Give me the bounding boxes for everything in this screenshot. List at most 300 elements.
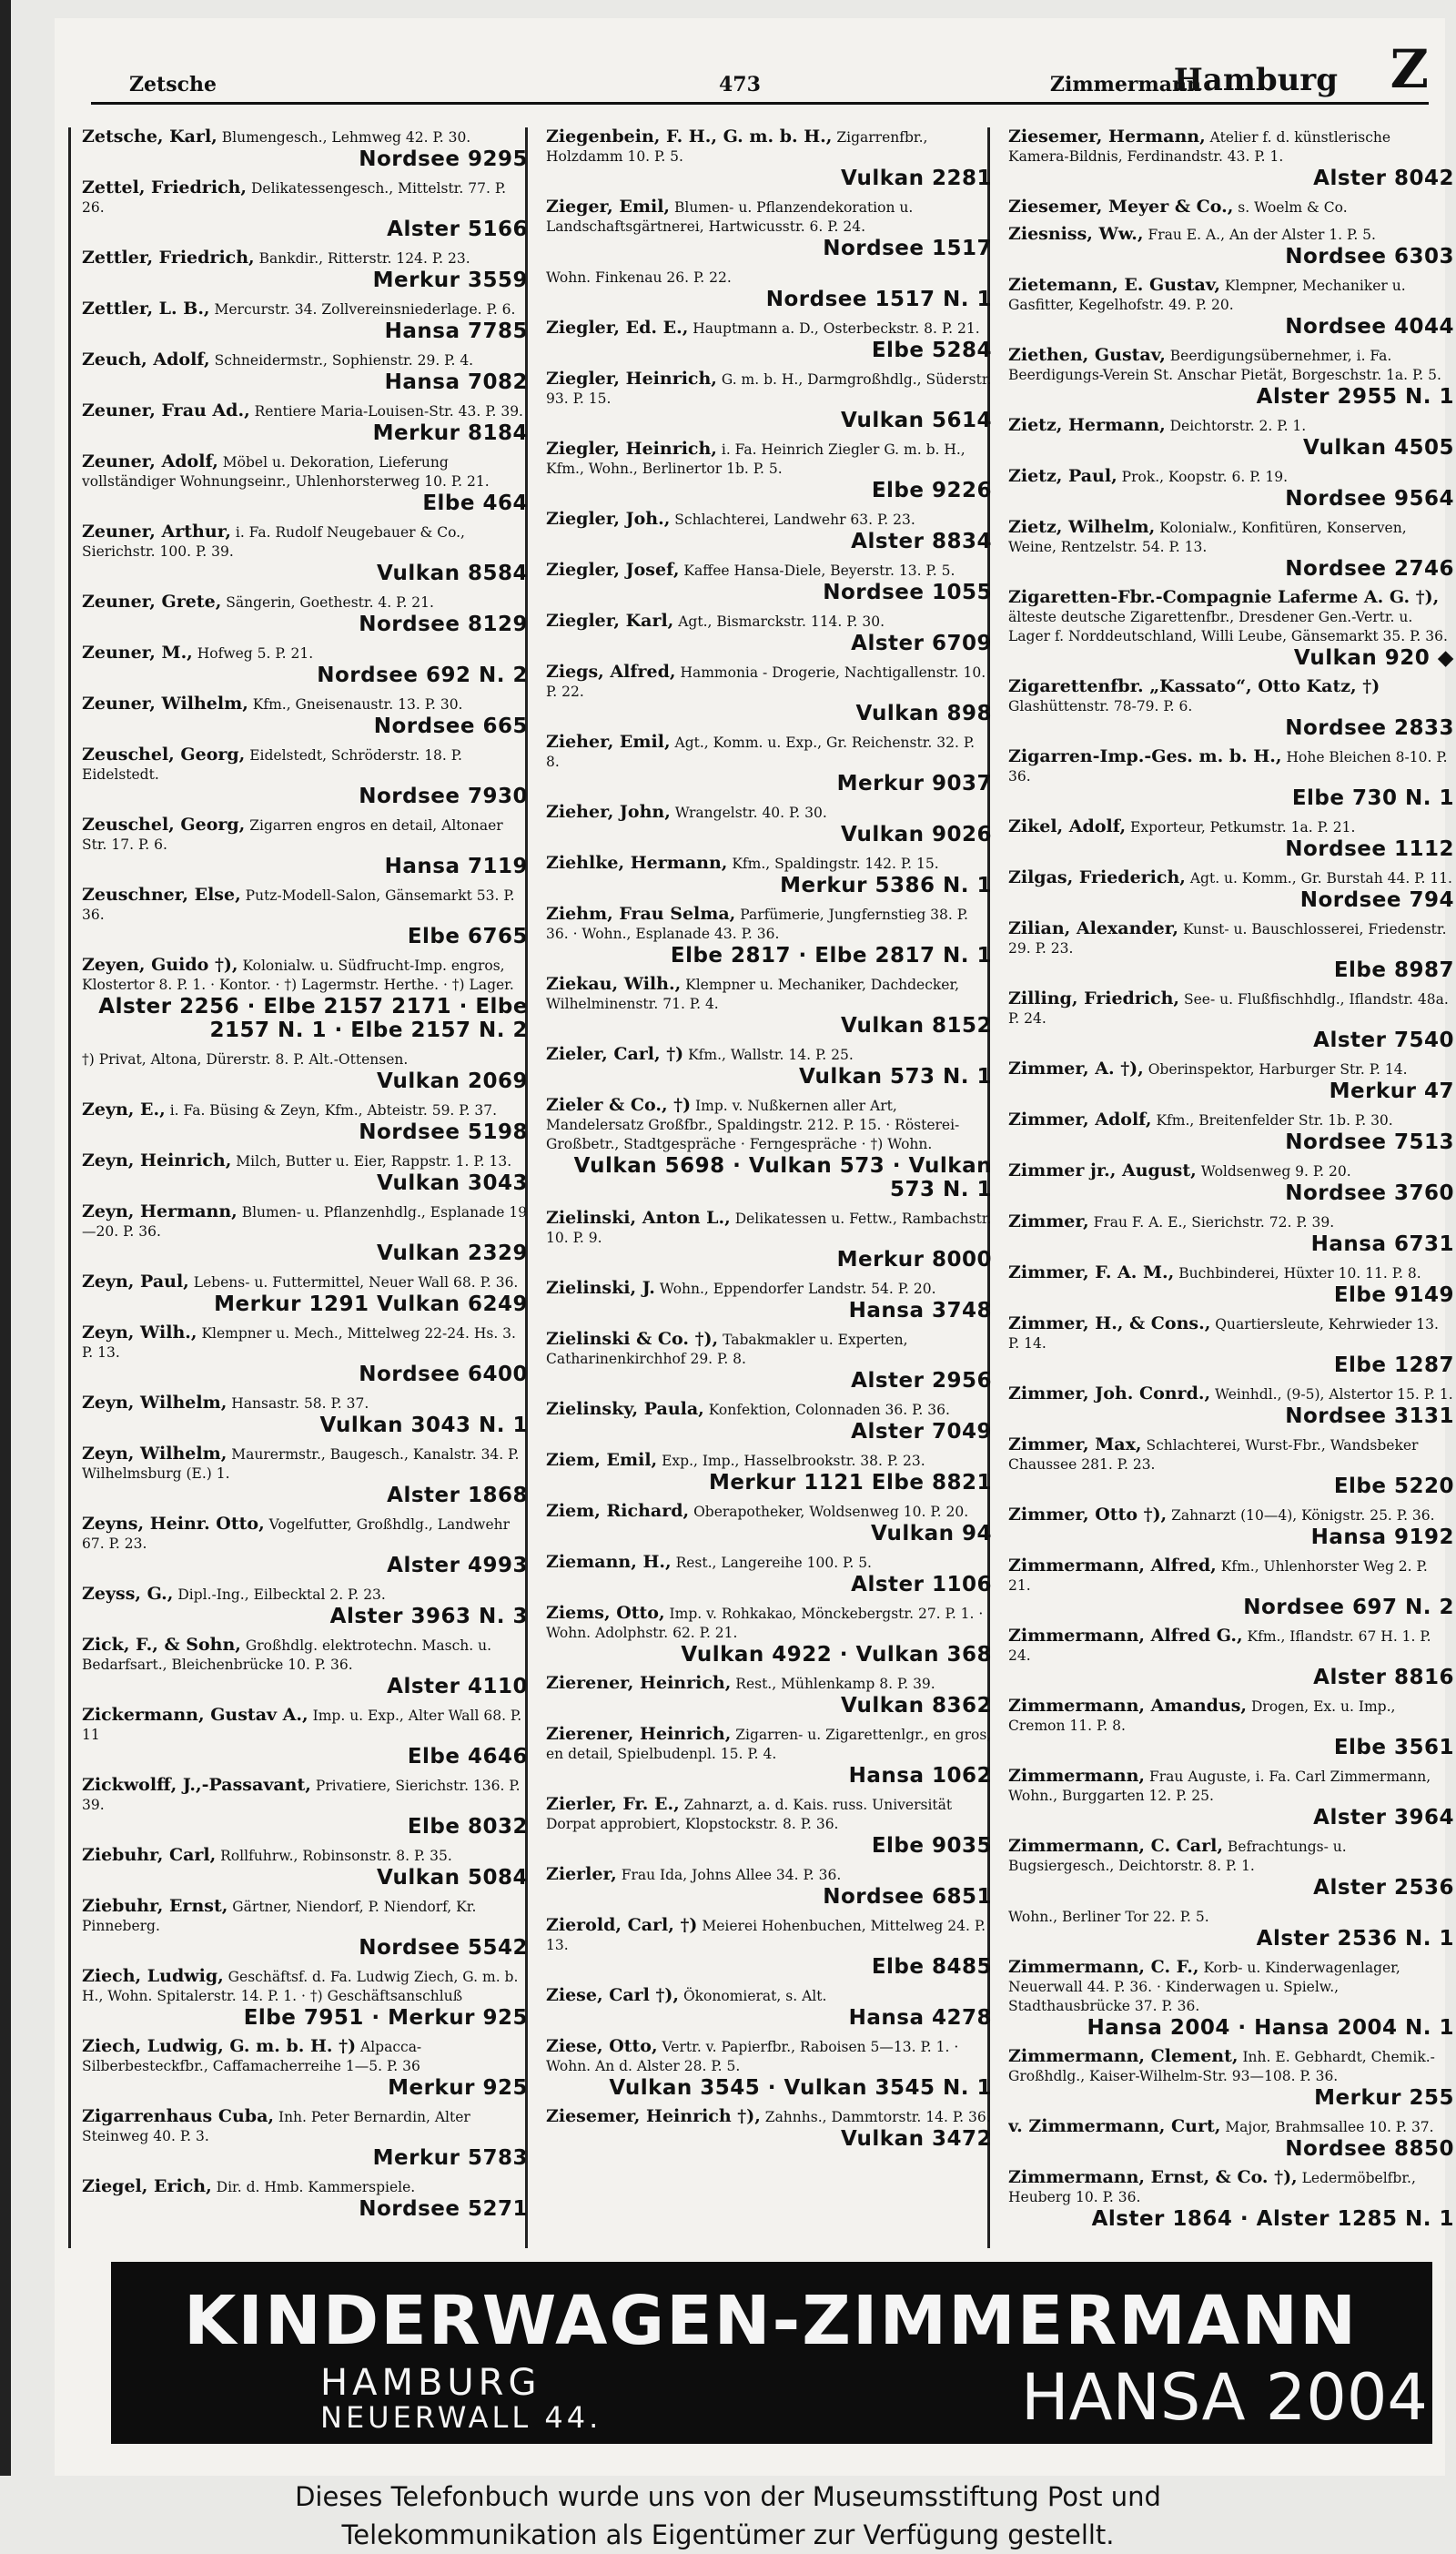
entry-name: Zeuner, Frau Ad., [82,400,250,421]
entry-phone-number: Nordsee 6400 [359,1363,528,1386]
directory-entry [1008,1627,1454,1689]
entry-name: Zettel, Friedrich, [82,177,248,198]
entry-name: Zigarren-Imp.-Ges. m. b. H., [1008,746,1282,766]
entry-phone-number: Vulkan 8584 [377,562,528,585]
entry-name: Zeuner, Adolf, [82,451,218,471]
entry-phone-number: Nordsee 665 [373,715,528,738]
entry-name: Zimmer, Max, [1008,1434,1142,1454]
entry-name: Zimmer, H., & Cons., [1008,1313,1211,1333]
entry-detail: Hammonia - Drogerie, Nachtigallenstr. 10. P. 22. [546,664,986,700]
archive-footer [0,2478,1456,2554]
directory-entry [82,886,528,948]
entry-phone-number: Alster 2955 N. 1 [1256,385,1454,409]
entry-phone-number: Elbe 5284 [871,339,992,362]
footer-line-1: Dieses Telefonbuch wurde uns von der Museumsstiftung Post und [295,2481,1161,2512]
entry-detail: Korb- u. Kinderwagenlager, Neuerwall 44. P. 36. · Kinderwagen u. Spielw., Stadthausbrücke 37. P. 36. [1008,1960,1400,2014]
directory-entry [82,745,528,808]
directory-entry [82,350,528,394]
entry-name: Zieler, Carl, †) [546,1044,684,1064]
entry-name: Zeuschel, Georg, [82,745,246,765]
entry-phone-number: Hansa 7785 [384,319,528,343]
entry-name: Ziesniss, Ww., [1008,224,1144,244]
entry-phone-number: Elbe 8987 [1333,958,1454,982]
entry-detail: Rest., Mühlenkamp 8. P. 39. [735,1676,935,1692]
column-3 [1008,127,1454,2248]
page-header [91,38,1429,105]
entry-name: Ziegler, Josef, [546,560,680,580]
directory-entry [82,593,528,636]
entry-phone-number: Alster 3964 [1313,1806,1454,1829]
entry-phone-number: Alster 7049 [851,1420,992,1444]
entry-phone-number: Nordsee 8850 [1285,2137,1454,2161]
footer-line-2: Telekommunikation als Eigentümer zur Verfügung gestellt. [341,2519,1115,2550]
entry-detail: Putz-Modell-Salon, Gänsemarkt 53. P. 36. [82,887,515,923]
entry-name: v. Zimmermann, Curt, [1008,2116,1221,2136]
entry-detail: Kolonialw., Konfitüren, Konserven, Weine, Rentzelstr. 54. P. 13. [1008,520,1407,555]
entry-name: Ziese, Carl †), [546,1985,680,2005]
entry-name: Zierold, Carl, †) [546,1915,698,1935]
entry-detail: Delikatessengesch., Mittelstr. 77. P. 26. [82,180,507,216]
directory-entry [546,2107,992,2151]
entry-detail: Kfm., Breitenfelder Str. 1b. P. 30. [1156,1112,1393,1129]
entry-name: Zeuner, Wilhelm, [82,694,248,714]
directory-entry [546,268,992,311]
directory-entry [546,1279,992,1323]
entry-name: Zeyn, E., [82,1100,166,1120]
directory-entry [82,1323,528,1386]
entry-name: Ziegenbein, F. H., G. m. b. H., [546,127,833,147]
directory-entry [1008,2047,1454,2110]
entry-name: Zietz, Wilhelm, [1008,517,1156,537]
directory-entry [1008,2168,1454,2231]
entry-name: Zeuschner, Else, [82,885,241,905]
directory-entry [82,1967,528,2030]
entry-detail: Sängerin, Goethestr. 4. P. 21. [226,594,434,611]
entry-phone-number: Elbe 6765 [407,925,528,948]
directory-entry [1008,1907,1454,1951]
entry-detail: Buchbinderei, Hüxter 10. 11. P. 8. [1178,1265,1421,1282]
entry-phone-number: Alster 2536 N. 1 [1256,1927,1454,1951]
entry-detail: Schlachterei, Landwehr 63. P. 23. [674,512,915,528]
entry-name: Zeuner, Grete, [82,592,222,612]
entry-phone-number: Merkur 255 [1314,2086,1454,2110]
entry-phone-number: Elbe 5220 [1333,1475,1454,1498]
entry-detail: s. Woelm & Co. [1238,199,1348,216]
directory-entry [546,1330,992,1393]
entry-detail: Wohn., Berliner Tor 22. P. 5. [1008,1909,1209,1925]
entry-phone-number: Vulkan 8152 [841,1014,992,1038]
directory-entry [546,1045,992,1089]
entry-name: Zimmermann, Amandus, [1008,1696,1248,1716]
entry-name: Zeyen, Guido †), [82,955,238,975]
directory-entry [546,1725,992,1788]
directory-entry [1008,1059,1454,1103]
entry-phone-number: Merkur 1121 Elbe 8821 [708,1471,992,1495]
entry-phone-number: Alster 2536 [1313,1876,1454,1900]
entry-phone-number: Vulkan 3043 [377,1171,528,1195]
entry-detail: Klempner u. Mech., Mittelweg 22-24. Hs. 3. P. 13. [82,1325,516,1361]
entry-name: Zeyn, Paul, [82,1272,189,1292]
entry-detail: Frau Ida, Johns Allee 34. P. 36. [621,1867,842,1883]
entry-name: Zigarettenfbr. „Kassato“, Otto Katz, †) [1008,676,1380,696]
entry-detail: Kfm., Gneisenaustr. 13. P. 30. [252,696,463,713]
entry-name: Ziehm, Frau Selma, [546,904,736,924]
directory-entry [546,1986,992,2030]
entry-name: Zielinsky, Paula, [546,1399,704,1419]
entry-detail: Milch, Butter u. Eier, Rappstr. 1. P. 13. [236,1153,512,1170]
entry-detail: Zahnarzt, a. d. Kais. russ. Universität Dorpat approbiert, Klopstockstr. 8. P. 36. [546,1797,953,1832]
entry-name: Zimmermann, Alfred G., [1008,1626,1243,1646]
directory-entry [546,370,992,432]
entry-phone-number: Vulkan 2281 [841,167,992,190]
entry-phone-number: Vulkan 4505 [1303,436,1454,460]
entry-name: Ziese, Otto, [546,2036,658,2056]
entry-phone-number: Merkur 47 [1329,1079,1454,1103]
entry-name: Zickermann, Gustav A., [82,1705,308,1725]
entry-detail: Vogelfutter, Großhdlg., Landwehr 67. P. 23. [82,1516,511,1552]
entry-phone-number: Nordsee 3131 [1285,1404,1454,1428]
entry-detail: Kaffee Hansa-Diele, Beyerstr. 13. P. 5. [683,562,956,579]
entry-detail: Prok., Koopstr. 6. P. 19. [1121,469,1289,485]
entry-phone-number: Elbe 1287 [1333,1353,1454,1377]
entry-phone-number: Nordsee 1055 [823,581,992,604]
page-number: 473 [719,73,761,96]
entry-phone-number: Vulkan 898 [855,702,992,725]
entry-name: Ziethen, Gustav, [1008,345,1166,365]
directory-entry [82,1272,528,1316]
column-rule [68,127,71,2248]
entry-name: Ziekau, Wilh., [546,974,682,994]
directory-entry [1008,1958,1454,2040]
entry-name: Zielinski & Co. †), [546,1329,719,1349]
entry-detail: Delikatessen u. Fettw., Rambachstr. 10. P. 9. [546,1211,992,1246]
entry-detail: G. m. b. H., Darmgroßhdlg., Süderstr. 93. P. 15. [546,371,992,407]
directory-entry [1008,1212,1454,1256]
directory-entry [1008,747,1454,810]
entry-phone-number: Elbe 4646 [407,1745,528,1769]
directory-entry [1008,1837,1454,1900]
entry-name: Ziech, Ludwig, G. m. b. H. †) [82,2036,357,2056]
entry-phone-number: Vulkan 3043 N. 1 [319,1414,528,1437]
entry-phone-number: Nordsee 2833 [1285,716,1454,740]
directory-entry [82,178,528,241]
entry-detail: Blumengesch., Lehmweg 42. P. 30. [221,129,471,146]
entry-phone-number: Merkur 925 [388,2076,528,2100]
entry-detail: Eidelstedt, Schröderstr. 18. P. Eidelstedt. [82,747,462,783]
entry-name: Zimmer, Adolf, [1008,1110,1152,1130]
entry-detail: Imp. u. Exp., Alter Wall 68. P. 11 [82,1708,522,1743]
directory-entry [82,1049,528,1093]
entry-name: Zimmer jr., August, [1008,1160,1197,1181]
entry-name: Ziesemer, Heinrich †), [546,2106,761,2126]
entry-name: Zimmermann, Alfred, [1008,1556,1217,1576]
directory-entry [82,2037,528,2100]
entry-phone-number: Nordsee 697 N. 2 [1243,1596,1454,1619]
entry-name: Zeyns, Heinr. Otto, [82,1514,265,1534]
directory-entry [82,1776,528,1839]
directory-entry [1008,1556,1454,1619]
entry-name: Ziegler, Karl, [546,611,674,631]
entry-phone-number: Elbe 464 [422,492,528,515]
entry-detail: Konfektion, Colonnaden 36. P. 36. [708,1402,950,1418]
entry-detail: Imp. v. Rohkakao, Mönckebergstr. 27. P. 1. · Wohn. Adolphstr. 62. P. 21. [546,1606,984,1641]
page-binding-edge [0,0,11,2476]
directory-entry [546,803,992,846]
directory-entry [82,1706,528,1769]
entry-name: Zieher, John, [546,802,671,822]
entry-phone-number: Merkur 5783 [372,2146,528,2170]
directory-entry [1008,467,1454,511]
directory-entry [1008,989,1454,1052]
entry-name: Zeuch, Adolf, [82,350,210,370]
directory-entry [546,975,992,1038]
directory-entry [1008,1384,1454,1428]
entry-phone-number: Hansa 1062 [848,1764,992,1788]
entry-phone-number: Hansa 7119 [384,855,528,878]
entry-phone-number: Elbe 3561 [1333,1736,1454,1759]
directory-entry [546,905,992,968]
entry-phone-number: Alster 1868 [387,1484,528,1507]
entry-name: Zieher, Emil, [546,732,671,752]
directory-entry [82,299,528,343]
entry-detail: Privatiere, Sierichstr. 136. P. 39. [82,1778,521,1813]
entry-phone-number: Nordsee 1517 N. 1 [765,288,992,311]
directory-entry [82,248,528,292]
directory-entry [546,854,992,897]
entry-name: Zietemann, E. Gustav, [1008,275,1220,295]
entry-name: Zimmermann, Clement, [1008,2046,1239,2066]
directory-entry [546,440,992,502]
entry-phone-number: Hansa 9192 [1310,1525,1454,1549]
entry-phone-number: Elbe 8032 [407,1815,528,1839]
entry-detail: Kfm., Wallstr. 14. P. 25. [688,1047,854,1063]
directory-entry [1008,1697,1454,1759]
header-last-entry: Zimmermann [1049,73,1201,96]
entry-phone-number: Nordsee 9564 [1285,487,1454,511]
entry-phone-number: Alster 2956 [851,1369,992,1393]
directory-entry [546,1604,992,1667]
entry-name: Zierler, [546,1864,617,1884]
directory-entry [1008,1263,1454,1307]
entry-name: Zeyn, Wilhelm, [82,1444,228,1464]
entry-name: Ziesemer, Hermann, [1008,127,1206,147]
column-2 [546,127,992,2248]
entry-detail: i. Fa. Büsing & Zeyn, Kfm., Abteistr. 59. P. 37. [169,1102,498,1119]
entry-phone-number: Vulkan 94 [871,1522,992,1546]
entry-phone-number: Vulkan 5084 [377,1866,528,1890]
entry-name: Ziegel, Erich, [82,2176,212,2196]
entry-detail: Weinhdl., (9-5), Alstertor 15. P. 1. [1215,1386,1453,1403]
directory-entry [82,522,528,585]
entry-detail: Rentiere Maria-Louisen-Str. 43. P. 39. [254,403,523,420]
entry-detail: Atelier f. d. künstlerische Kamera-Bildnis, Ferdinandstr. 43. P. 1. [1008,129,1391,165]
entry-detail: Glashüttenstr. 78-79. P. 6. [1008,698,1193,715]
entry-detail: Blumen- u. Pflanzenhdlg., Esplanade 19—20. P. 36. [82,1204,528,1240]
entry-phone-number: Nordsee 6303 [1285,245,1454,269]
entry-detail: Kolonialw. u. Südfrucht-Imp. engros, Klostertor 8. P. 1. · Kontor. · †) Lagermstr. Herthe. · †) Lager. [82,958,514,993]
directory-entry [1008,416,1454,460]
entry-name: Zeuschel, Georg, [82,815,246,835]
entry-detail: Wohn. Finkenau 26. P. 22. [546,269,732,286]
entry-phone-number: Elbe 2817 · Elbe 2817 N. 1 [670,944,992,968]
directory-entry [1008,518,1454,581]
entry-name: Zilgas, Friederich, [1008,867,1186,887]
entry-detail: Wohn., Eppendorfer Landstr. 54. P. 20. [659,1281,936,1297]
header-city: Hamburg [1173,62,1338,98]
directory-entry [546,510,992,553]
entry-phone-number: Vulkan 2069 [377,1069,528,1093]
directory-entry [546,1865,992,1909]
entry-phone-number: Elbe 9149 [1333,1283,1454,1307]
directory-entry [1008,588,1454,670]
entry-phone-number: Nordsee 1112 [1285,837,1454,861]
directory-entry [1008,225,1454,269]
advertisement-banner [111,2262,1432,2444]
banner-phone: HANSA 2004 [1021,2360,1428,2435]
entry-name: Zetsche, Karl, [82,127,217,147]
entry-name: Zeyn, Hermann, [82,1201,238,1221]
entry-phone-number: Nordsee 6851 [823,1885,992,1909]
entry-detail: Kunst- u. Bauschlosserei, Friedenstr. 29. P. 23. [1008,921,1447,957]
entry-name: Zick, F., & Sohn, [82,1635,241,1655]
entry-name: Zettler, L. B., [82,299,210,319]
entry-name: Zieler & Co., †) [546,1095,692,1115]
entry-detail: Mercurstr. 34. Zollvereinsniederlage. P. 6. [214,301,516,318]
entry-phone-number: Alster 8834 [851,530,992,553]
entry-detail: Hofweg 5. P. 21. [197,645,314,662]
directory-entry [1008,1505,1454,1549]
directory-entry [82,2107,528,2170]
entry-name: Zimmermann, C. Carl, [1008,1836,1223,1856]
entry-phone-number: Elbe 9226 [871,479,992,502]
entry-detail: Hohe Bleichen 8-10. P. 36. [1008,749,1448,785]
entry-detail: Zahnarzt (10—4), Königstr. 25. P. 36. [1171,1507,1435,1524]
directory-entry [1008,276,1454,339]
entry-name: Ziegler, Heinrich, [546,369,717,389]
entry-detail: Zigarren- u. Zigarettenlgr., en gros, en detail, Spielbudenpl. 15. P. 4. [546,1727,992,1762]
entry-phone-number: Vulkan 4922 · Vulkan 368 [681,1643,992,1667]
entry-detail: Wrangelstr. 40. P. 30. [674,805,827,821]
entry-phone-number: Merkur 8000 [836,1248,992,1272]
directory-entry [82,2177,528,2221]
banner-title: KINDERWAGEN-ZIMMERMANN [184,2282,1359,2360]
entry-name: Ziem, Richard, [546,1501,690,1521]
directory-entry [1008,198,1454,218]
entry-name: Ziech, Ludwig, [82,1966,224,1986]
directory-entry [82,1585,528,1628]
entry-detail: Gärtner, Niendorf, P. Niendorf, Kr. Pinneberg. [82,1899,477,1934]
directory-entry [1008,677,1454,740]
entry-detail: Quartiersleute, Kehrwieder 13. P. 14. [1008,1316,1439,1352]
entry-name: Zeyn, Wilh., [82,1323,197,1343]
entry-detail: Exp., Imp., Hasselbrookstr. 38. P. 23. [662,1453,925,1469]
entry-detail: Möbel u. Dekoration, Lieferung vollständiger Wohnungseinr., Uhlenhorsterweg 10. P. 21. [82,454,490,490]
directory-entry [82,1636,528,1698]
entry-detail: Frau Auguste, i. Fa. Carl Zimmermann, Wohn., Burggarten 12. P. 25. [1008,1769,1431,1804]
entry-phone-number: Vulkan 5614 [841,409,992,432]
directory-entry [1008,868,1454,912]
entry-phone-number: Alster 2256 · Elbe 2157 2171 · Elbe 2157 N. 1 · Elbe 2157 N. 2 [98,995,528,1042]
entry-phone-number: Vulkan 3545 · Vulkan 3545 N. 1 [609,2076,992,2100]
entry-detail: Agt. u. Komm., Gr. Burstah 44. P. 11. [1189,870,1452,887]
entry-detail: See- u. Flußfischhdlg., Iflandstr. 48a. P. 24. [1008,991,1449,1027]
directory-entry [546,1674,992,1718]
directory-entry [546,2037,992,2100]
entry-name: Zielinski, J. [546,1278,655,1298]
entry-detail: Major, Brahmsallee 10. P. 37. [1225,2119,1434,2135]
entry-detail: Lebens- u. Futtermittel, Neuer Wall 68. P. 36. [193,1274,519,1291]
entry-phone-number: Elbe 9035 [871,1834,992,1858]
directory-entry [546,1096,992,1201]
entry-name: Zietz, Paul, [1008,466,1117,486]
entry-detail: i. Fa. Heinrich Ziegler G. m. b. H., Kfm., Wohn., Berlinertor 1b. P. 5. [546,441,966,477]
entry-name: Zeyn, Heinrich, [82,1150,232,1171]
entry-detail: Beerdigungsübernehmer, i. Fa. Beerdigungs-Verein St. Anschar Pietät, Borgeschstr. 1a. P. 5. [1008,348,1441,383]
entry-phone-number: Elbe 730 N. 1 [1291,786,1454,810]
entry-phone-number: Vulkan 5698 · Vulkan 573 · Vulkan 573 N. 1 [573,1154,992,1201]
directory-entry [82,1444,528,1507]
entry-name: Zietz, Hermann, [1008,415,1166,435]
entry-name: Zierener, Heinrich, [546,1673,732,1693]
entry-phone-number: Nordsee 3760 [1285,1181,1454,1205]
entry-detail: Kfm., Uhlenhorster Weg 2. P. 21. [1008,1558,1428,1594]
entry-detail: Zigarrenfbr., Holzdamm 10. P. 5. [546,129,928,165]
entry-detail: Drogen, Ex. u. Imp., Cremon 11. P. 8. [1008,1698,1396,1734]
entry-phone-number: Nordsee 794 [1299,888,1454,912]
directory-entry [82,452,528,515]
directory-entry [1008,346,1454,409]
entry-name: Zikel, Adolf, [1008,816,1127,836]
entry-detail: Befrachtungs- u. Bugsiergesch., Deichtorstr. 8. P. 1. [1008,1839,1347,1874]
entry-detail: Inh. Peter Bernardin, Alter Steinweg 40. P. 3. [82,2109,470,2144]
entry-name: Zigaretten-Fbr.-Compagnie Laferme A. G. †), [1008,587,1440,607]
entry-name: Zimmer, Joh. Conrd., [1008,1383,1211,1404]
entry-phone-number: Nordsee 5271 [359,2197,528,2221]
entry-name: Zigarrenhaus Cuba, [82,2106,275,2126]
entry-detail: Agt., Komm. u. Exp., Gr. Reichenstr. 32. P. 8. [546,735,976,770]
entry-detail: Inh. E. Gebhardt, Chemik.-Großhdlg., Kaiser-Wilhelm-Str. 93—108. P. 36. [1008,2049,1435,2084]
entry-detail: älteste deutsche Zigarettenfbr., Dresdener Gen.-Vertr. u. Lager f. Norddeutschland, Willi Leube, Gänsemarkt 35. P. 36. [1008,609,1448,644]
entry-name: Zimmer, Otto †), [1008,1505,1168,1525]
entry-detail: Tabakmakler u. Experten, Catharinenkirchhof 29. P. 8. [546,1332,908,1367]
directory-entry [1008,1767,1454,1829]
entry-detail: Ledermöbelfbr., Heuberg 10. P. 36. [1008,2170,1416,2205]
directory-entry [82,1100,528,1144]
entry-phone-number: Nordsee 7513 [1285,1130,1454,1154]
entry-phone-number: Elbe 8485 [871,1955,992,1979]
entry-detail: Rollfuhrw., Robinsonstr. 8. P. 35. [220,1848,452,1864]
entry-phone-number: Vulkan 920 ◆ [1293,646,1454,670]
entry-name: Zimmer, F. A. M., [1008,1262,1175,1282]
entry-detail: Hauptmann a. D., Osterbeckstr. 8. P. 21. [693,320,980,337]
entry-name: Zimmer, [1008,1211,1089,1231]
directory-entry [546,1795,992,1858]
directory-entry [82,694,528,738]
directory-entry [1008,1435,1454,1498]
directory-entry [82,816,528,878]
directory-entry [546,612,992,655]
entry-detail: Klempner, Mechaniker u. Gasfitter, Kegelhofstr. 49. P. 20. [1008,278,1406,313]
entry-detail: Geschäftsf. d. Fa. Ludwig Ziech, G. m. b. H., Wohn. Spitalerstr. 14. P. 1. · †) Geschäftsanschluß [82,1969,519,2004]
entry-detail: Schlachterei, Wurst-Fbr., Wandsbeker Chaussee 281. P. 23. [1008,1437,1419,1473]
entry-phone-number: Merkur 1291 Vulkan 6249 [214,1292,528,1316]
entry-name: Ziebuhr, Ernst, [82,1896,228,1916]
entry-phone-number: Alster 8042 [1313,167,1454,190]
entry-detail: Frau E. A., An der Alster 1. P. 5. [1148,227,1376,243]
entry-detail: Deichtorstr. 2. P. 1. [1169,418,1307,434]
directory-entry [82,1202,528,1265]
entry-detail: Zahnhs., Dammtorstr. 14. P. 36. [764,2109,991,2125]
